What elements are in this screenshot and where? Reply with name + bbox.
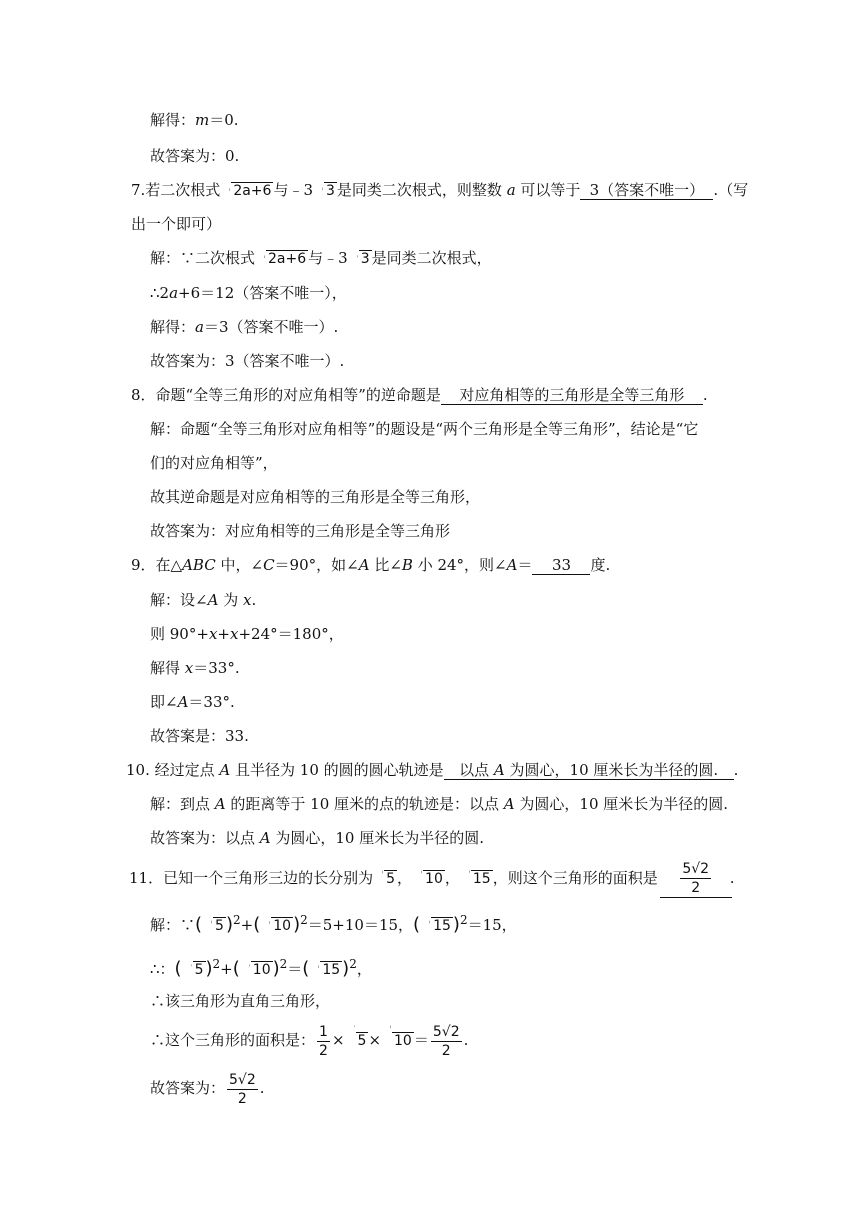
variable: ABC	[182, 556, 216, 574]
variable: A	[214, 795, 226, 813]
paren: )	[342, 958, 350, 979]
text: 10. 经过定点	[126, 761, 220, 779]
fraction	[227, 1071, 258, 1108]
text: 解得：	[150, 111, 196, 129]
variable: A	[207, 591, 219, 609]
question-7	[131, 180, 748, 200]
denominator: 2	[319, 1042, 328, 1059]
text: 故答案为：3（答案不唯一）.	[150, 352, 345, 370]
text: 解：设∠	[150, 591, 208, 609]
radicand: 2a+6	[268, 251, 307, 267]
radicand: 10	[273, 918, 292, 934]
radical	[345, 1018, 369, 1062]
text: 故答案为：0.	[150, 147, 240, 165]
radical	[260, 913, 293, 937]
radicand: 15	[472, 871, 491, 887]
variable: C	[263, 556, 275, 574]
text: 为	[218, 591, 243, 609]
text: 故答案为：对应角相等的三角形是全等三角形	[150, 522, 451, 540]
variable: x	[208, 625, 218, 643]
text: +	[220, 960, 233, 978]
text: 即∠	[150, 693, 178, 711]
radicand: 5	[194, 962, 204, 978]
radicand: 10	[394, 1033, 412, 1049]
text: ，	[356, 960, 372, 978]
text: 则 90°+	[150, 625, 209, 643]
variable: a	[169, 284, 179, 302]
text: ＝90°，如∠	[274, 556, 359, 574]
radical	[240, 957, 273, 981]
text: ×	[331, 1031, 345, 1049]
denominator: 2	[441, 1042, 451, 1059]
text: 与﹣3	[308, 249, 348, 267]
radical	[381, 1018, 414, 1062]
text: 故答案为：以点	[150, 829, 260, 847]
text: 比∠	[369, 556, 402, 574]
radical	[202, 913, 226, 937]
text: 解：∵	[150, 916, 196, 934]
text: 可以等于	[515, 181, 581, 199]
question-7-cont	[131, 214, 221, 234]
text: .（写	[713, 181, 749, 199]
exponent: 2	[349, 957, 357, 971]
answer-line	[150, 146, 239, 166]
text: 9．在△	[131, 556, 183, 574]
radicand: 3	[325, 183, 335, 199]
text: ，	[397, 869, 413, 887]
paren: (	[174, 958, 182, 979]
text: 解：命题“全等三角形对应角相等”的题设是“两个三角形是全等三角形”，结论是“它	[150, 420, 699, 438]
variable: A	[506, 556, 518, 574]
text: 小 24°，则∠	[412, 556, 507, 574]
answer-blank	[444, 761, 734, 780]
solution-line	[150, 487, 480, 507]
answer-line	[150, 521, 450, 541]
variable: x	[229, 625, 239, 643]
radicand: 5	[357, 1033, 367, 1049]
paren: (	[195, 914, 203, 935]
exponent: 2	[212, 957, 221, 971]
fraction	[431, 1023, 462, 1060]
solution-line	[150, 283, 347, 303]
text: 11．已知一个三角形三边的长分别为	[129, 869, 374, 887]
variable: A	[259, 829, 271, 847]
solution-line	[150, 991, 330, 1011]
paren: (	[253, 914, 261, 935]
solution-line	[150, 908, 517, 937]
text: 解：∵二次根式	[150, 249, 256, 267]
text: +	[240, 916, 254, 934]
exponent: 2	[279, 957, 288, 971]
radicand: 3	[360, 251, 370, 267]
answer-blank: 3（答案不唯一）	[580, 181, 713, 200]
text: 解得：	[150, 318, 196, 336]
solution-line	[150, 952, 372, 981]
text: 们的对应角相等”，	[150, 454, 278, 472]
paren: )	[272, 958, 280, 979]
text: 故答案是：33.	[150, 727, 249, 745]
answer-blank: 33	[532, 556, 590, 575]
radical	[348, 248, 372, 268]
solution-line	[150, 692, 235, 712]
radical	[309, 957, 342, 981]
text: .	[259, 1079, 265, 1097]
radicand: 5	[386, 871, 396, 887]
text: ＝33°.	[188, 693, 235, 711]
radicand: 10	[252, 962, 271, 978]
text: 解：到点	[150, 795, 215, 813]
text: ∴2	[150, 284, 170, 302]
text: ＝5+10＝15，	[307, 916, 414, 934]
variable: A	[493, 761, 505, 779]
text: ＝	[287, 960, 303, 978]
solution-line	[150, 453, 278, 473]
text: .	[729, 869, 735, 887]
text: 的距离等于 10 厘米的点的轨迹是：以点	[225, 795, 504, 813]
numerator: 5√2	[432, 1023, 460, 1040]
solution-line	[150, 658, 240, 678]
variable: m	[195, 111, 210, 129]
radicand: 2a+6	[233, 183, 272, 199]
question-10	[126, 760, 738, 780]
exponent: 2	[300, 913, 308, 927]
variable: a	[506, 181, 516, 199]
variable: A	[177, 693, 189, 711]
text: .	[463, 1031, 469, 1049]
paren: )	[452, 914, 460, 935]
radicand: 5	[215, 918, 224, 934]
solution-line	[150, 1018, 468, 1062]
text: 是同类二次根式，	[371, 249, 492, 267]
text: 为圆心，10 厘米长为半径的圆.	[504, 761, 719, 779]
numerator: 5√2	[682, 861, 710, 877]
text: .	[733, 761, 739, 779]
text: ＝	[413, 1031, 429, 1049]
answer-line	[150, 828, 484, 848]
text: 8．命题“全等三角形的对应角相等”的逆命题是	[131, 386, 441, 404]
text: ，	[444, 869, 460, 887]
fraction	[317, 1023, 330, 1060]
paren: )	[225, 914, 233, 935]
text: 故其逆命题是对应角相等的三角形是全等三角形，	[150, 488, 481, 506]
text: 为圆心，10 厘米长为半径的圆.	[270, 829, 485, 847]
paren: (	[302, 958, 310, 979]
solution-line	[150, 248, 492, 268]
text: 故答案为：	[150, 1079, 226, 1097]
text: ＝15，	[467, 916, 517, 934]
text: 且半径为 10 的圆的圆心轨迹是	[230, 761, 444, 779]
paren: (	[232, 958, 240, 979]
radical	[255, 248, 308, 268]
question-11	[129, 860, 735, 898]
answer-line	[150, 351, 344, 371]
text: ＝33°.	[193, 659, 240, 677]
numerator: 1	[319, 1023, 328, 1040]
text: ＝	[517, 556, 533, 574]
variable: x	[242, 591, 252, 609]
answer-line	[150, 726, 249, 746]
text: 解得	[150, 659, 185, 677]
radical	[412, 863, 445, 893]
answer-line	[150, 1066, 265, 1110]
radicand: 10	[425, 871, 443, 887]
text: ∴该三角形为直角三角形，	[150, 992, 331, 1010]
text: 度.	[590, 556, 611, 574]
radical	[420, 913, 453, 937]
text: 出一个即可）	[131, 215, 222, 233]
text: +24°＝180°，	[238, 625, 344, 643]
denominator: 2	[237, 1090, 247, 1107]
radical	[460, 863, 493, 893]
text: ，则这个三角形的面积是	[492, 869, 658, 887]
text: 与﹣3	[273, 181, 313, 199]
radical	[313, 180, 337, 200]
paren: (	[413, 914, 421, 935]
solution-line	[150, 590, 256, 610]
solution-line	[150, 794, 728, 814]
text: ×	[368, 1031, 382, 1049]
text: 是同类二次根式，则整数	[336, 181, 507, 199]
text: 中，∠	[215, 556, 264, 574]
exponent: 2	[459, 913, 468, 927]
question-8	[131, 385, 708, 405]
radicand: 15	[322, 962, 341, 978]
radical	[373, 863, 397, 893]
text: 7.若二次根式	[131, 181, 221, 199]
text: 为圆心，10 厘米长为半径的圆.	[514, 795, 729, 813]
radical	[220, 180, 273, 200]
text: +	[217, 625, 230, 643]
solution-line	[150, 317, 338, 337]
variable: B	[401, 556, 413, 574]
text: .	[251, 591, 257, 609]
fraction	[660, 860, 732, 898]
solution-line	[150, 110, 239, 130]
solution-line	[150, 419, 698, 439]
text: ＝3（答案不唯一）.	[203, 318, 339, 336]
text: ∴这个三角形的面积是：	[150, 1031, 316, 1049]
radicand: 15	[433, 918, 451, 934]
answer-blank	[658, 860, 730, 898]
variable: a	[195, 318, 204, 336]
denominator: 2	[660, 879, 732, 898]
variable: A	[358, 556, 370, 574]
text: ∴：	[150, 960, 175, 978]
variable: x	[184, 659, 194, 677]
paren: )	[205, 958, 213, 979]
variable: A	[503, 795, 515, 813]
text: 以点	[459, 761, 494, 779]
radical	[182, 957, 206, 981]
variable: A	[219, 761, 231, 779]
answer-blank: 对应角相等的三角形是全等三角形	[441, 386, 703, 405]
solution-line	[150, 624, 344, 644]
text: .	[702, 386, 708, 404]
exponent: 2	[233, 913, 241, 927]
paren: )	[293, 914, 301, 935]
numerator: 5√2	[229, 1071, 256, 1088]
text: ＝0.	[209, 111, 239, 129]
text: +6＝12（答案不唯一），	[178, 284, 347, 302]
question-9	[131, 555, 610, 575]
